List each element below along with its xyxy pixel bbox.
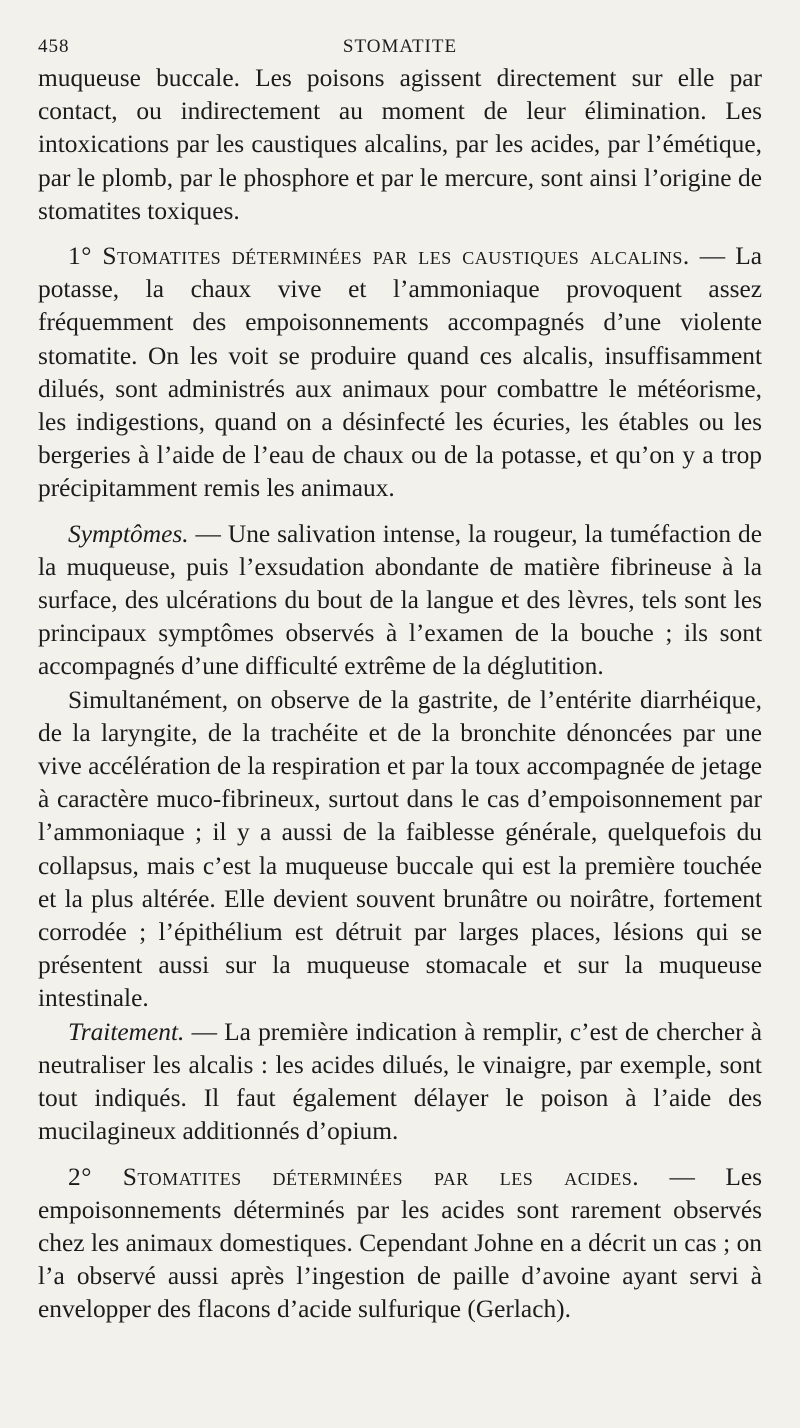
section-acids-heading: 2° Stomatites déterminées par les acides. xyxy=(68,1162,640,1191)
page-header xyxy=(38,32,762,62)
running-title: STOMATITE xyxy=(342,36,458,57)
section-acids-text: — Les empoisonnements déterminés par les acides sont rarement observés chez les animaux domestiques. Cependant Johne en a décrit un cas ; on l’a observé aussi après l’ingestion de paille d’avoine ayant servi à envelopper des flacons d’acide sulfurique (Gerlach). xyxy=(38,1162,762,1324)
paragraph-symptoms xyxy=(38,518,762,684)
section-alkaline-text: — La potasse, la chaux vive et l’ammoniaque provoquent assez fréquemment des empoisonnements accompagnés d’une violente stomatite. On les voit se produire quand ces alcalis, insuffisamment dilués, sont administrés aux animaux pour combattre le météorisme, les indigestions, quand on a désinfecté les écuries, les étables ou les bergeries à l’aide de l’eau de chaux ou de la potasse, et qu’on y a trop précipitamment remis les animaux. xyxy=(38,242,762,503)
section-acids xyxy=(38,1161,762,1327)
section-alkaline-heading: 1° Stomatites déterminées par les caustiques alcalins. xyxy=(68,242,690,271)
page-number: 458 xyxy=(38,36,70,57)
paragraph-treatment xyxy=(38,1016,762,1149)
paragraph-intro-text: muqueuse buccale. Les poisons agissent directement sur elle par contact, ou indirectement au moment de leur élimination. Les intoxications par les caustiques alcalins, par les acides, par l’émétique, par le plomb, par le phosphore et par le mercure, sont ainsi l’origine de stomatites toxiques. xyxy=(38,64,762,225)
section-alkaline xyxy=(38,240,762,506)
treatment-label: Traitement. xyxy=(68,1017,185,1046)
simultaneous-text: Simultanément, on observe de la gastrite, de l’entérite diarrhéique, de la laryngite, de la trachéite et de la bronchite dénoncées par une vive accélération de la respiration et par la toux accompagnée de jetage à caractère muco-fibrineux, surtout dans le cas d’empoisonnement par l’ammoniaque ; il y a aussi de la faiblesse générale, quelquefois du collapsus, mais c’est la muqueuse buccale qui est la première touchée et la plus altérée. Elle devient souvent brunâtre ou noirâtre, fortement corrodée ; l’épithélium est détruit par larges places, lésions qui se présentent aussi sur la muqueuse stomacale et sur la muqueuse intestinale. xyxy=(38,685,762,1013)
paragraph-simultaneous xyxy=(38,684,762,1016)
treatment-text: — La première indication à remplir, c’est de chercher à neutraliser les alcalis : les acides dilués, le vinaigre, par exemple, sont tout indiqués. Il faut également délayer le poison à l’aide des mucilagineux additionnés d’opium. xyxy=(38,1017,762,1146)
paragraph-intro xyxy=(38,62,762,228)
symptoms-label: Symptômes. xyxy=(68,519,189,548)
symptoms-text: — Une salivation intense, la rougeur, la tuméfaction de la muqueuse, puis l’exsudation abondante de matière fibrineuse à la surface, des ulcérations du bout de la langue et des lèvres, tels sont les principaux symptômes observés à l’examen de la bouche ; ils sont accompagnés d’une difficulté extrême de la déglutition. xyxy=(38,519,762,681)
